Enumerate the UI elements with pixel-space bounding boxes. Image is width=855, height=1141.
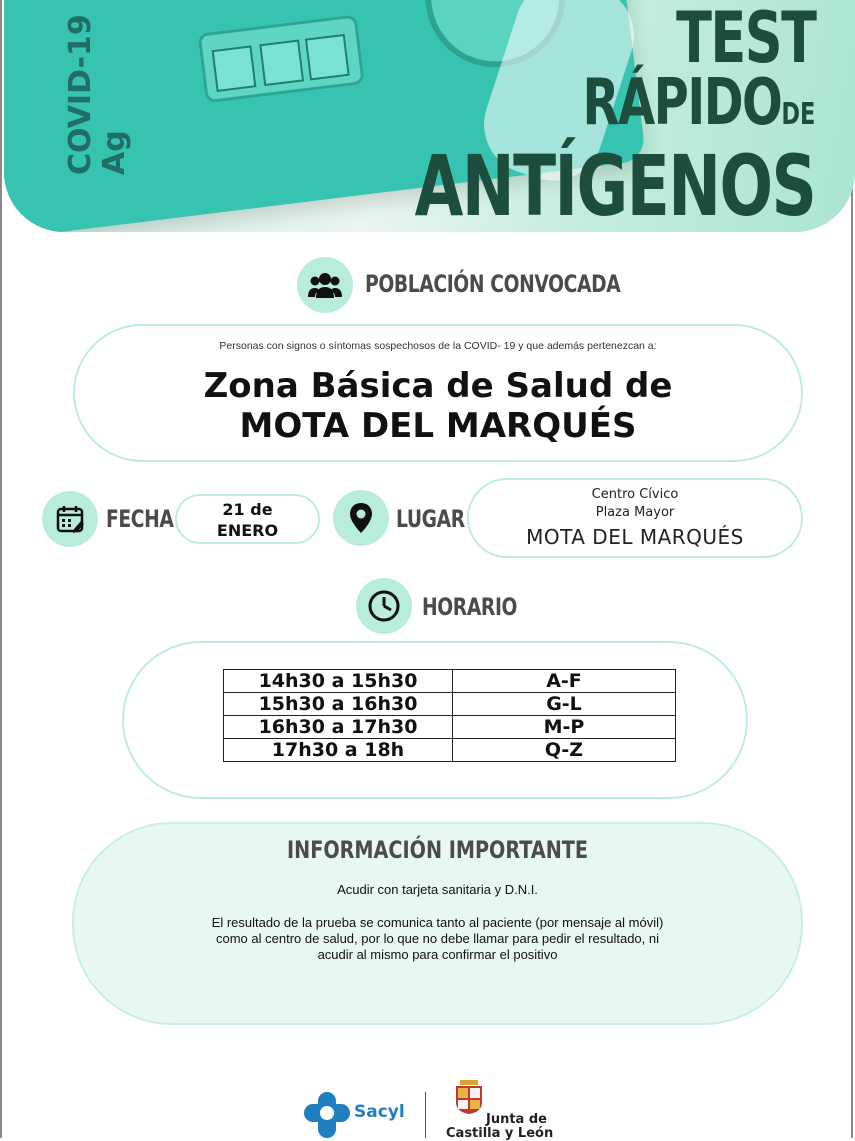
date-value (177, 499, 318, 541)
title-antigenos: ANTÍGENOS (414, 137, 815, 232)
schedule-label: HORARIO (422, 593, 518, 621)
people-group-icon (297, 257, 353, 313)
schedule-box (122, 641, 748, 799)
title-rapido (414, 66, 815, 146)
place-line2: Plaza Mayor (595, 505, 675, 520)
date-label: FECHA (106, 505, 174, 533)
zone-title (75, 366, 801, 446)
date-box (175, 494, 320, 544)
info-line-2: El resultado de la prueba se comunica tanto al paciente (por mensaje al móvil) (211, 915, 664, 930)
sacyl-text: Sacyl (354, 1102, 405, 1122)
place-line3: MOTA DEL MARQUÉS (526, 525, 744, 549)
schedule-time: 17h30 a 18h (224, 739, 453, 762)
info-box (72, 822, 803, 1025)
zone-title-line1: Zona Básica de Salud de (203, 366, 673, 406)
coat-of-arms-icon (454, 1080, 484, 1114)
title-test: TEST (675, 0, 815, 79)
info-line-3: como al centro de salud, por lo que no debe llamar para pedir el resultado, ni (216, 931, 659, 946)
schedule-time: 14h30 a 15h30 (224, 670, 453, 693)
schedule-letters: G-L (453, 693, 676, 716)
table-row (224, 670, 676, 693)
test-slot (212, 45, 257, 92)
device-label-covid: COVID-19 (63, 14, 98, 175)
schedule-time: 16h30 a 17h30 (224, 716, 453, 739)
date-month: ENERO (216, 521, 279, 540)
sacyl-logo (302, 1088, 412, 1138)
place-line1: Centro Cívico (591, 487, 679, 502)
device-label (64, 14, 132, 175)
place-value (469, 486, 801, 552)
population-intro: Personas con signos o síntomas sospechosos de la COVID- 19 y que además pertenezcan a: (219, 340, 657, 352)
title-de: DE (780, 97, 815, 132)
location-pin-icon (333, 490, 389, 546)
junta-line2: Castilla y León (446, 1126, 554, 1141)
schedule-letters: M-P (453, 716, 676, 739)
calendar-icon (42, 491, 98, 547)
place-label: LUGAR (396, 505, 465, 533)
zone-title-line2: MOTA DEL MARQUÉS (239, 406, 637, 446)
table-row (224, 716, 676, 739)
table-row (224, 693, 676, 716)
footer-divider (425, 1092, 426, 1138)
schedule-time: 15h30 a 16h30 (224, 693, 453, 716)
info-title: INFORMACIÓN IMPORTANTE (286, 836, 589, 864)
info-line-4: acudir al mismo para confirmar el positivo (317, 947, 558, 962)
population-label: POBLACIÓN CONVOCADA (365, 270, 621, 298)
table-row (224, 739, 676, 762)
info-line-1: Acudir con tarjeta sanitaria y D.N.I. (337, 882, 538, 897)
clock-icon (356, 578, 412, 634)
device-label-ag: Ag (97, 130, 132, 175)
junta-logo (446, 1080, 566, 1140)
date-day: 21 de (222, 500, 273, 519)
sacyl-cross-icon (302, 1088, 352, 1140)
schedule-letters: Q-Z (453, 739, 676, 762)
population-box (73, 324, 803, 462)
main-title (281, 0, 815, 232)
schedule-letters: A-F (453, 670, 676, 693)
junta-line1: Junta de (486, 1112, 547, 1127)
title-rapido-word: RÁPIDO (582, 66, 781, 140)
header-banner (4, 0, 855, 232)
place-box (467, 478, 803, 558)
schedule-table (223, 669, 676, 762)
